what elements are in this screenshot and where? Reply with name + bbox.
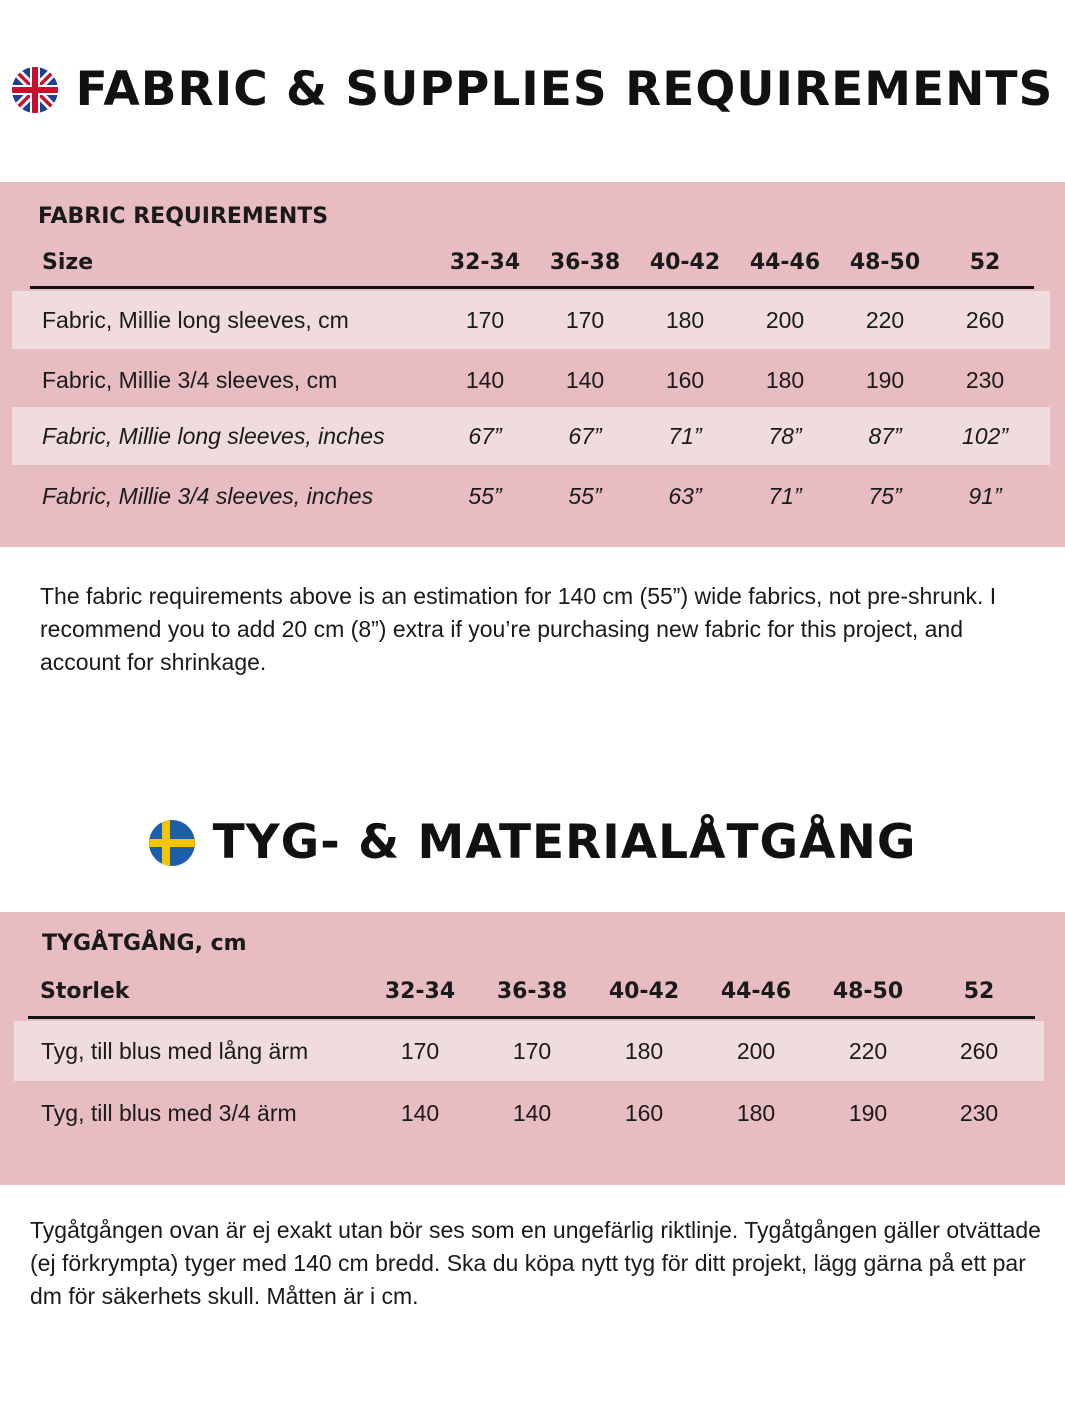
english-note: The fabric requirements above is an estimation for 140 cm (55”) wide fabrics, not pre-shrunk. I recommend you to add 20 cm (8”) extra if you’re purchasing new fabric for this project, and account for shrinkage. [40, 583, 997, 675]
table-cell: 55” [468, 482, 502, 509]
table-cell: 160 [665, 366, 705, 393]
table-cell: 170 [400, 1037, 440, 1064]
size-column-header: 32-34 [384, 979, 456, 1004]
table-cell: 230 [965, 366, 1005, 393]
table-row [12, 291, 1050, 349]
swedish-note: Tygåtgången ovan är ej exakt utan bör ses som en ungefärlig riktlinje. Tygåtgången gäller otvättade (ej förkrympta) tyger med 140 cm bredd. Ska du köpa nytt tyg för ditt projekt, lägg gärna på ett par dm för säkerhets skull. Måtten är i cm. [30, 1217, 1041, 1309]
table-row [14, 1083, 1044, 1143]
size-column-header: 48-50 [832, 979, 904, 1004]
swedish-section-title: TYGÅTGÅNG, cm [42, 931, 247, 956]
table-cell: 180 [624, 1037, 664, 1064]
table-cell: 190 [848, 1099, 888, 1126]
size-column-header: 52 [963, 979, 995, 1004]
uk-flag-icon [12, 67, 58, 113]
table-cell: 75” [868, 482, 902, 509]
size-column-header: 36-38 [496, 979, 568, 1004]
table-cell: 180 [665, 306, 705, 333]
table-cell: 140 [400, 1099, 440, 1126]
english-title [0, 62, 1065, 117]
table-cell: 260 [959, 1037, 999, 1064]
table-cell: 180 [736, 1099, 776, 1126]
table-cell: 170 [465, 306, 505, 333]
table-row [12, 351, 1050, 409]
table-row [14, 1021, 1044, 1081]
table-cell: 170 [512, 1037, 552, 1064]
swedish-table-header [0, 979, 1065, 1013]
size-column-header: 32-34 [449, 250, 521, 275]
table-cell: 55” [568, 482, 602, 509]
table-cell: 71” [768, 482, 802, 509]
english-section-title: FABRIC REQUIREMENTS [38, 204, 329, 229]
table-cell: 140 [465, 366, 505, 393]
size-column-header: 48-50 [849, 250, 921, 275]
table-cell: 71” [668, 422, 702, 449]
table-row [12, 407, 1050, 465]
table-cell: 87” [868, 422, 902, 449]
row-label: Fabric, Millie 3/4 sleeves, inches [42, 482, 374, 509]
english-title-text: FABRIC & SUPPLIES REQUIREMENTS [75, 62, 1054, 117]
row-label: Fabric, Millie long sleeves, inches [42, 422, 385, 449]
swedish-title [0, 815, 1065, 870]
size-column-header: 40-42 [649, 250, 721, 275]
table-row [12, 467, 1050, 525]
table-cell: 220 [865, 306, 905, 333]
table-cell: 67” [568, 422, 602, 449]
sweden-flag-icon [149, 820, 195, 866]
table-cell: 140 [512, 1099, 552, 1126]
table-cell: 200 [736, 1037, 776, 1064]
table-cell: 67” [468, 422, 502, 449]
size-column-header: 36-38 [549, 250, 621, 275]
table-cell: 230 [959, 1099, 999, 1126]
row-label: Fabric, Millie 3/4 sleeves, cm [42, 366, 338, 393]
table-cell: 63” [668, 482, 702, 509]
table-cell: 78” [768, 422, 802, 449]
table-cell: 190 [865, 366, 905, 393]
table-cell: 220 [848, 1037, 888, 1064]
swedish-header-rule [28, 1016, 1035, 1019]
table-cell: 170 [565, 306, 605, 333]
table-cell: 200 [765, 306, 805, 333]
row-label: Tyg, till blus med 3/4 ärm [41, 1099, 297, 1126]
table-cell: 102” [961, 422, 1009, 449]
size-column-header: 52 [969, 250, 1001, 275]
row-label: Fabric, Millie long sleeves, cm [42, 306, 349, 333]
size-header-label: Size [42, 250, 94, 275]
storlek-header-label: Storlek [40, 979, 130, 1004]
english-header-rule [30, 286, 1034, 289]
table-cell: 260 [965, 306, 1005, 333]
size-column-header: 40-42 [608, 979, 680, 1004]
size-column-header: 44-46 [720, 979, 792, 1004]
table-cell: 91” [968, 482, 1002, 509]
size-column-header: 44-46 [749, 250, 821, 275]
english-table-header [0, 250, 1065, 284]
row-label: Tyg, till blus med lång ärm [41, 1037, 309, 1064]
table-cell: 180 [765, 366, 805, 393]
swedish-title-text: TYG- & MATERIALÅTGÅNG [212, 815, 917, 870]
table-cell: 160 [624, 1099, 664, 1126]
table-cell: 140 [565, 366, 605, 393]
